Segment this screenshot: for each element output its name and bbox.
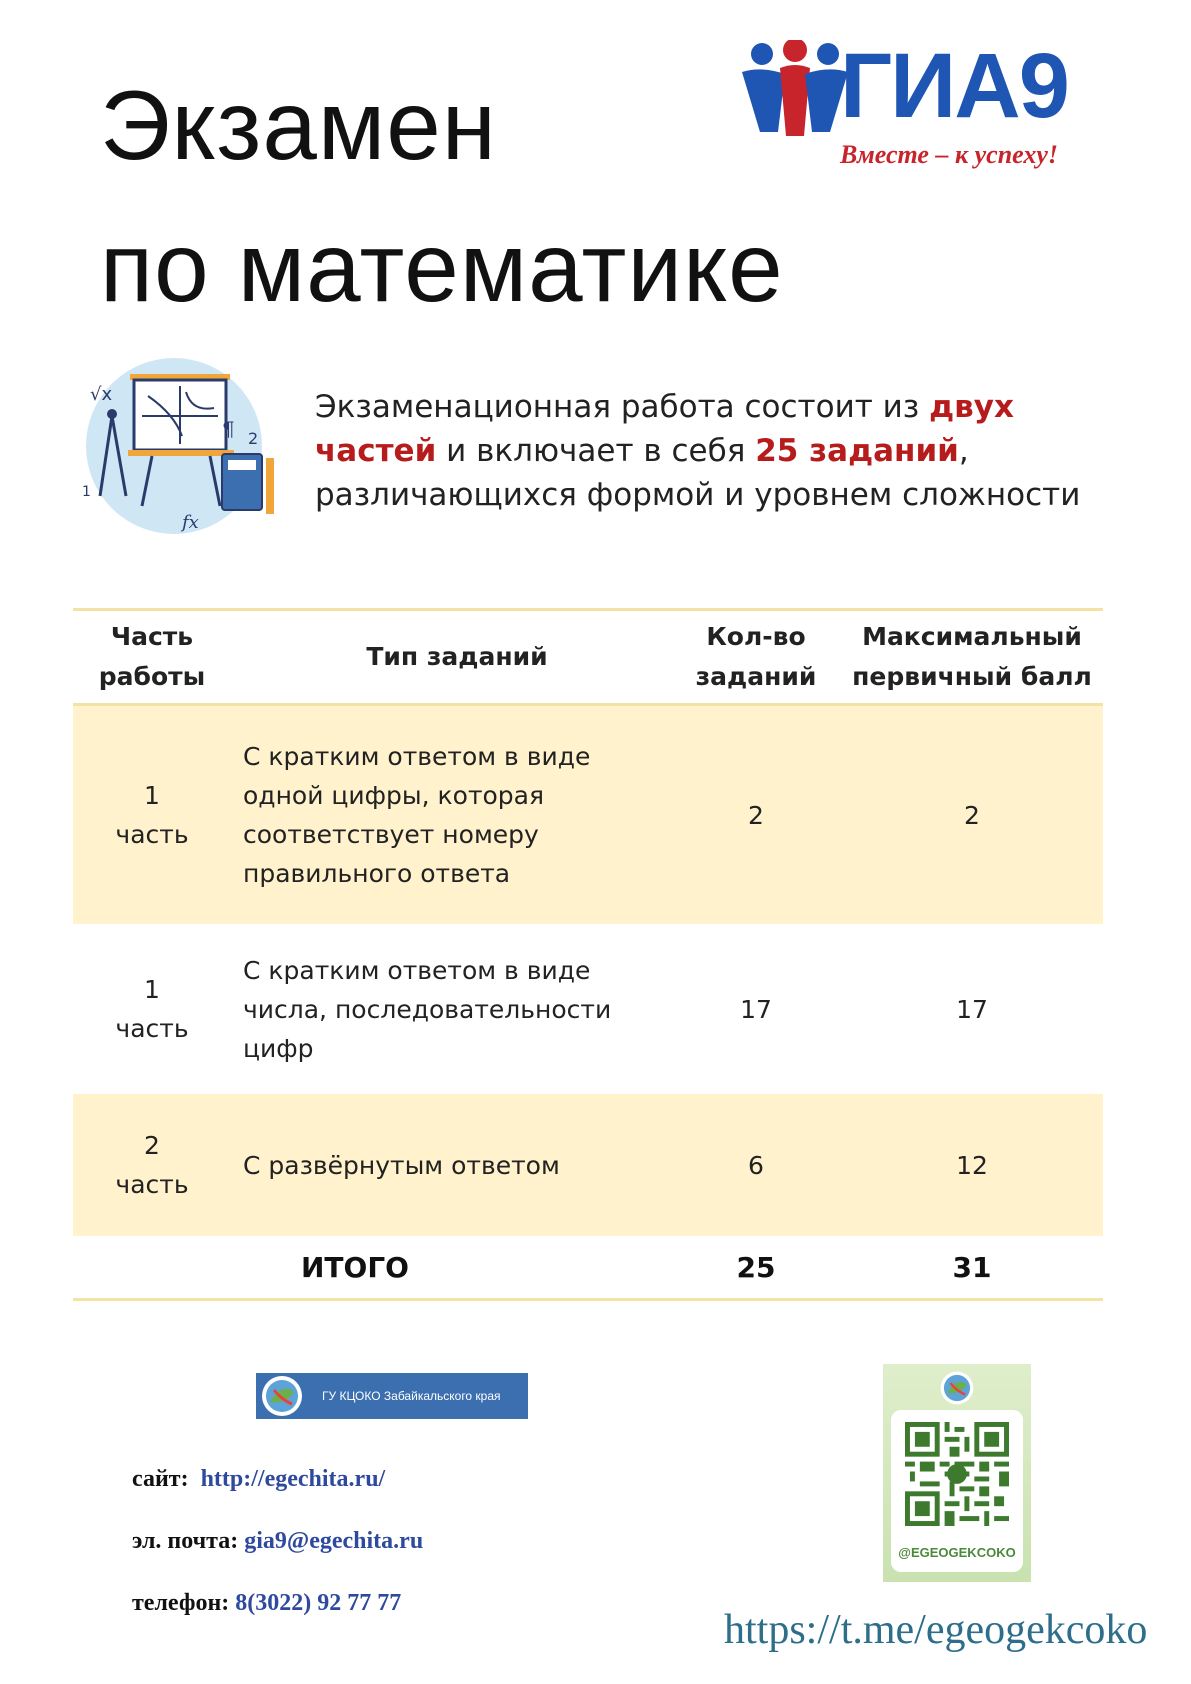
type-line: С развёрнутым ответом [243, 1150, 560, 1180]
svg-text:1: 1 [82, 484, 91, 500]
contact-phone [132, 1590, 401, 1617]
type-line: правильного ответа [243, 859, 511, 888]
part-number: 1 [144, 781, 160, 810]
qr-code-icon [905, 1422, 1009, 1526]
org-banner[interactable] [256, 1373, 528, 1419]
header-part [73, 617, 231, 697]
page-title-line2: по математике [100, 212, 784, 322]
type-line: С кратким ответом в виде [243, 742, 591, 771]
gia9-logo-text: ГИА9 [840, 35, 1068, 137]
org-emblem-icon [260, 1374, 304, 1418]
contact-site [132, 1466, 385, 1493]
type-line: соответствует номеру [243, 820, 539, 849]
header-max-line2: первичный балл [852, 662, 1092, 691]
people-emblem-icon [740, 40, 850, 140]
org-banner-text: ГУ КЦОКО Забайкальского края [322, 1389, 501, 1403]
org-emblem-icon [939, 1370, 975, 1406]
qr-frame [891, 1410, 1023, 1572]
telegram-link[interactable]: https://t.me/egeogekcoko [724, 1607, 1148, 1653]
intro-highlight-tasks: 25 заданий [755, 433, 959, 469]
row-count: 6 [748, 1150, 764, 1180]
row-max: 17 [956, 994, 988, 1024]
row-type [231, 737, 671, 893]
email-label: эл. почта: [132, 1528, 239, 1554]
table-row [73, 1094, 1103, 1236]
svg-text:2: 2 [248, 429, 259, 448]
intro-text-1: Экзаменационная работа состоит из [315, 389, 930, 425]
header-max [841, 617, 1103, 697]
part-word: часть [115, 1014, 189, 1043]
header-count-line2: заданий [695, 662, 817, 691]
email-link[interactable]: gia9@egechita.ru [244, 1528, 424, 1554]
row-type [231, 951, 671, 1068]
table-total-row [73, 1236, 1103, 1301]
header-type: Тип заданий [366, 642, 548, 671]
intro-highlight-parts: двух частей [315, 389, 1014, 469]
exam-structure-table [73, 608, 1103, 1301]
type-line: цифр [243, 1033, 314, 1063]
math-illustration-icon [82, 356, 292, 546]
type-line: С кратким ответом в виде [243, 955, 591, 985]
row-part [73, 1126, 231, 1204]
part-number: 2 [144, 1131, 160, 1160]
table-row [73, 924, 1103, 1094]
total-label: ИТОГО [301, 1250, 409, 1284]
type-line: одной цифры, которая [243, 781, 545, 810]
gia9-slogan: Вместе – к успеху! [840, 140, 1059, 169]
part-number: 1 [144, 975, 160, 1004]
svg-text:¶: ¶ [222, 417, 235, 441]
row-count: 2 [748, 800, 764, 830]
total-count: 25 [736, 1250, 776, 1284]
row-type [231, 1146, 671, 1185]
type-line: числа, последовательности [243, 994, 612, 1024]
intro-text-3: , различающихся формой и уровнем сложности [315, 433, 1081, 513]
intro-text-2: и включает в себя [436, 433, 756, 469]
header-part-line2: работы [98, 662, 206, 691]
row-max: 2 [964, 800, 980, 830]
qr-label: @EGEOGEKCOKO [898, 1545, 1016, 1560]
table-header [73, 608, 1103, 706]
intro-paragraph [315, 385, 1115, 517]
header-count-line1: Кол-во [706, 622, 806, 651]
svg-text:√x: √x [90, 384, 113, 405]
svg-text:fx: fx [182, 512, 199, 533]
header-count [671, 617, 841, 697]
part-word: часть [115, 820, 189, 849]
site-label: сайт: [132, 1466, 189, 1492]
phone-link[interactable]: 8(3022) 92 77 77 [235, 1590, 402, 1616]
site-link[interactable]: http://egechita.ru/ [200, 1466, 386, 1492]
row-count: 17 [740, 994, 772, 1024]
row-max: 12 [956, 1150, 988, 1180]
total-max: 31 [952, 1250, 992, 1284]
page-title-line1: Экзамен [100, 70, 497, 180]
gia9-logo [740, 35, 1100, 175]
contact-email [132, 1528, 423, 1555]
header-part-line1: Часть [110, 622, 194, 651]
row-part [73, 970, 231, 1048]
phone-label: телефон: [132, 1590, 230, 1616]
qr-card[interactable] [883, 1364, 1031, 1582]
row-part [73, 776, 231, 854]
table-row [73, 706, 1103, 924]
part-word: часть [115, 1170, 189, 1199]
header-max-line1: Максимальный [862, 622, 1082, 651]
